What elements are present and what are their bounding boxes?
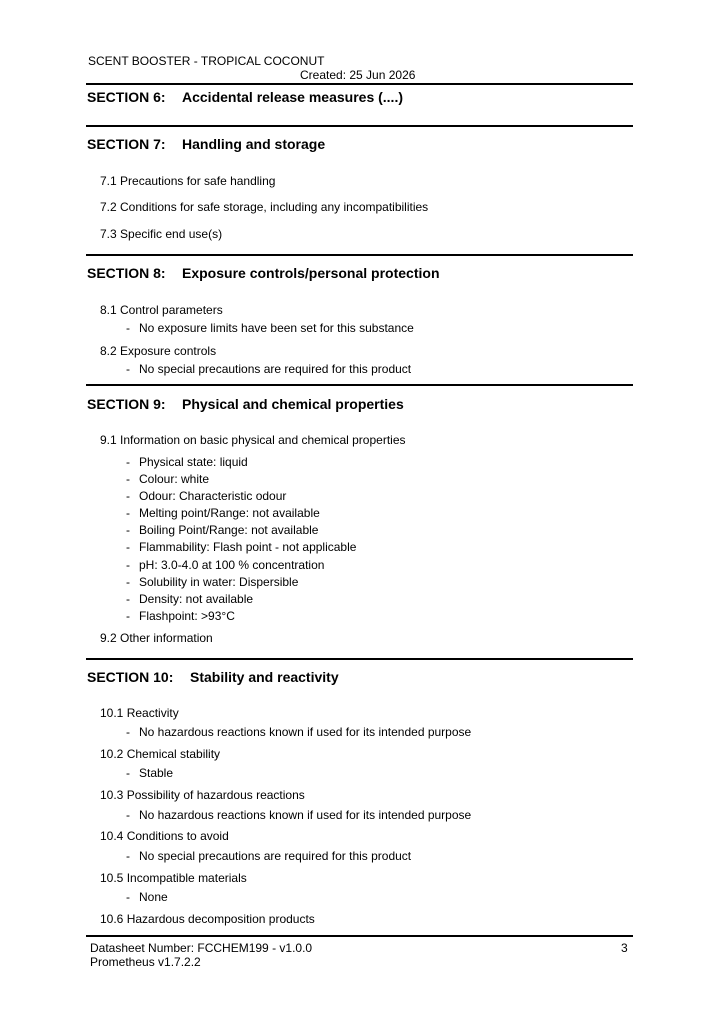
section-8-heading (87, 265, 440, 281)
section-9-heading (87, 396, 404, 412)
property-item: - pH: 3.0-4.0 at 100 % concentration (126, 558, 325, 572)
section-number: SECTION 10: (87, 669, 174, 685)
footer-divider (86, 935, 633, 937)
section-6-heading (87, 89, 403, 105)
subsection-7-1: 7.1 Precautions for safe handling (100, 174, 276, 188)
section-10-heading (87, 669, 339, 685)
property-item: - Melting point/Range: not available (126, 506, 320, 520)
footer-datasheet-number: Datasheet Number: FCCHEM199 - v1.0.0 (90, 941, 313, 955)
bullet-item: - No exposure limits have been set for this substance (126, 321, 414, 335)
subsection-9-1: 9.1 Information on basic physical and chemical properties (100, 433, 406, 447)
subsection-10-3: 10.3 Possibility of hazardous reactions (100, 788, 305, 802)
subsection-10-4: 10.4 Conditions to avoid (100, 829, 229, 843)
property-item: - Flashpoint: >93°C (126, 609, 235, 623)
property-item: - Solubility in water: Dispersible (126, 575, 299, 589)
subsection-8-1: 8.1 Control parameters (100, 303, 223, 317)
section-title: Accidental release measures (....) (182, 89, 403, 105)
section-title: Physical and chemical properties (182, 396, 404, 412)
divider (86, 125, 633, 127)
subsection-7-3: 7.3 Specific end use(s) (100, 227, 223, 241)
subsection-7-2: 7.2 Conditions for safe storage, including any incompatibilities (100, 200, 429, 214)
subsection-9-2: 9.2 Other information (100, 631, 213, 645)
subsection-8-2: 8.2 Exposure controls (100, 344, 217, 358)
divider (86, 384, 633, 386)
section-title: Handling and storage (182, 136, 326, 152)
section-number: SECTION 8: (87, 265, 166, 281)
subsection-10-6: 10.6 Hazardous decomposition products (100, 912, 315, 926)
divider (86, 83, 633, 85)
bullet-item: - No hazardous reactions known if used for its intended purpose (126, 808, 472, 822)
section-number: SECTION 7: (87, 136, 166, 152)
property-item: - Density: not available (126, 592, 254, 606)
header-product-name: SCENT BOOSTER - TROPICAL COCONUT (88, 54, 325, 68)
divider (86, 254, 633, 256)
section-7-heading (87, 136, 325, 152)
footer-software-version: Prometheus v1.7.2.2 (90, 955, 201, 969)
bullet-item: - No hazardous reactions known if used for its intended purpose (126, 725, 472, 739)
property-item: - Colour: white (126, 472, 210, 486)
header-created-date: Created: 25 Jun 2026 (300, 68, 416, 82)
property-item: - Odour: Characteristic odour (126, 489, 287, 503)
section-title: Exposure controls/personal protection (182, 265, 440, 281)
section-title: Stability and reactivity (190, 669, 339, 685)
bullet-item: - No special precautions are required for this product (126, 849, 412, 863)
divider (86, 658, 633, 660)
section-number: SECTION 6: (87, 89, 166, 105)
bullet-item: - Stable (126, 766, 174, 780)
bullet-item: - No special precautions are required for this product (126, 362, 412, 376)
subsection-10-5: 10.5 Incompatible materials (100, 871, 247, 885)
property-item: - Flammability: Flash point - not applicable (126, 540, 357, 554)
property-item: - Boiling Point/Range: not available (126, 523, 319, 537)
section-number: SECTION 9: (87, 396, 166, 412)
subsection-10-2: 10.2 Chemical stability (100, 747, 221, 761)
page-number: 3 (621, 941, 628, 955)
subsection-10-1: 10.1 Reactivity (100, 706, 179, 720)
bullet-item: - None (126, 890, 168, 904)
property-item: - Physical state: liquid (126, 455, 248, 469)
